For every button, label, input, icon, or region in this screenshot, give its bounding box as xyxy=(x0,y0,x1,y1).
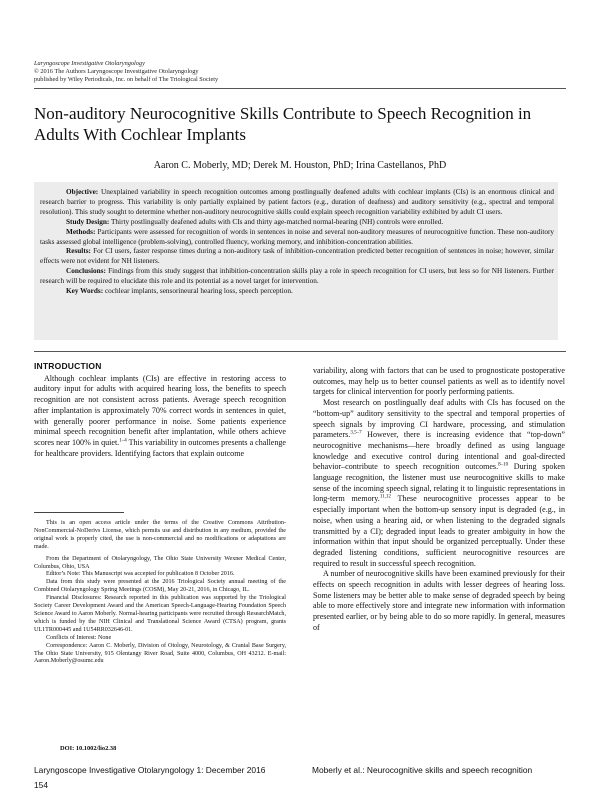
footnotes xyxy=(34,520,286,666)
intro-p1-text-cont: This variability in outcomes presents a challenge for healthcare providers. Identifying factors that explain outcome xyxy=(34,437,286,458)
abstract-conclusions xyxy=(40,267,554,287)
abstract-objective xyxy=(40,188,554,218)
citation: 1–4 xyxy=(119,438,127,444)
abstract-keywords xyxy=(40,287,554,297)
left-column xyxy=(34,361,286,459)
header-rule xyxy=(34,88,566,89)
intro-paragraph-3: A number of neurocognitive skills have been examined previously for their effects on speech recognition in adults with lesser degrees of hearing loss. Some listeners may be better able to make sense of degraded speech by being able to more effectively store and integrate new information with information presented earlier, or by being able to do so more rapidly. In general, measures of xyxy=(313,569,565,632)
design-label: Study Design: xyxy=(66,217,110,226)
abstract-rule xyxy=(34,351,566,352)
abstract-results xyxy=(40,247,554,267)
intro-p2-text: However, there is increasing evidence that “top-down” neurocognitive mechanisms—here broadly defined as using language knowledge and executive control during intentional and goal-directed behavior–contribute to speech recognition outcomes. xyxy=(313,430,565,472)
footnote-correspondence: Correspondence: Aaron C. Moberly, Division of Otology, Neurotology, & Cranial Base Surgery, The Ohio State University, 915 Olentangy River Road, Suite 4000, Columbus, OH 43212. E-mail: Aaron.Moberly@osumc.edu xyxy=(34,642,286,665)
citation: 3,5–7 xyxy=(350,430,362,436)
publisher-line: published by Wiley Periodicals, Inc. on behalf of The Triological Society xyxy=(34,76,219,83)
keywords-label: Key Words: xyxy=(66,287,104,296)
page-number: 154 xyxy=(34,780,48,790)
keywords-text: cochlear implants, sensorineural hearing loss, speech perception. xyxy=(104,287,293,296)
footnote-affiliation: From the Department of Otolaryngology, The Ohio State University Wexner Medical Center, Columbus, Ohio, USA xyxy=(34,555,286,570)
footnote-separator xyxy=(34,512,124,513)
design-text: Thirty postlingually deafened adults with CIs and thirty age-matched normal-hearing (NH) controls were enrolled. xyxy=(111,217,444,226)
footnote-financial: Financial Disclosures: Research reported in this publication was supported by the Triological Society Career Development Award and the American Speech-Language-Hearing Foundation Speech Science Award to Aaron Moberly. Normal-hearing participants were recruited through ResearchMatch, which is funded by the NIH Clinical and Translational Science Award (CTSA) program, grants UL1TR000445 and 1U54RR032646-01. xyxy=(34,595,286,633)
results-text: For CI users, faster response times during a non-auditory task of inhibition-concentration predicted better recognition of sentences in noise; however, similar effects were not evident for NH listeners. xyxy=(40,247,554,266)
intro-paragraph-1 xyxy=(34,374,286,460)
doi: DOI: 10.1002/lio2.38 xyxy=(60,745,117,752)
citation: 8–10 xyxy=(498,462,509,468)
footnote-conflicts: Conflicts of Interest: None xyxy=(46,634,112,641)
right-column xyxy=(313,366,565,634)
intro-p2-text: During spoken language recognition, the listener must use neurocognitive skills to make sense of the incoming speech signal, relating it to linguistic representations in long-term memory. xyxy=(313,462,566,504)
copyright-line: © 2016 The Authors Laryngoscope Investigative Otolaryngology xyxy=(34,68,199,75)
abstract-design xyxy=(40,218,554,228)
conclusions-label: Conclusions: xyxy=(66,267,106,276)
intro-p1-text: Although cochlear implants (CIs) are effective in restoring access to auditory input for adults with acquired hearing loss, the benefits to speech recognition are not consistent across patients. Average speech recognition after implantation is approximately 70% correct words in sentences in quiet, with generally poorer performance in noise. Some patients experience minimal speech recognition benefit after implantation, while others achieve scores near 100% in quiet. xyxy=(34,373,286,447)
methods-text: Participants were assessed for recognition of words in sentences in noise and several non-auditory measures of neurocognitive function. These non-auditory tasks assessed global intelligence (problem-solving), controlled fluency, working memory, and inhibition-concentration abilities. xyxy=(40,227,554,246)
intro-p2-text: These neurocognitive processes appear to be especially important when the bottom-up sensory input is degraded (e.g., in noise, when using a hearing aid, or when listening to the degraded signals transmitted by a CI); degraded input leads to greater ambiguity in how the information within that input should be organized perceptually. Under these degraded listening conditions, sufficient neurocognitive resources are required to result in successful speech recognition. xyxy=(313,494,565,568)
abstract-box xyxy=(34,182,558,340)
journal-header xyxy=(34,60,218,84)
article-title: Non-auditory Neurocognitive Skills Contribute to Speech Recognition in Adults With Cochlear Implants xyxy=(34,104,532,144)
footnote-presented: Data from this study were presented at the 2016 Triological Society annual meeting of the Combined Otolaryngology Spring Meetings (COSM), May 20-21, 2016, in Chicago, IL. xyxy=(34,579,286,594)
intro-p2-text: Most research on postlingually deaf adults with CIs has focused on the “bottom-up” auditory sensitivity to the spectral and temporal properties of speech signals by improving CI hardware, processing, and stimulation parameters. xyxy=(313,398,565,440)
footnote-editor: Editor’s Note: This Manuscript was accepted for publication 8 October 2016. xyxy=(46,571,235,578)
results-label: Results: xyxy=(66,247,91,256)
footer-journal: Laryngoscope Investigative Otolaryngology 1: December 2016 xyxy=(34,765,266,775)
footnote-license: This is an open access article under the terms of the Creative Commons Attribution-NonCommercial-NoDerivs License, which permits use and distribution in any medium, provided the original work is properly cited, the use is non-commercial and no modifications or adaptations are made. xyxy=(34,520,286,550)
section-heading-introduction: INTRODUCTION xyxy=(34,361,102,371)
abstract-methods xyxy=(40,228,554,248)
journal-name: Laryngoscope Investigative Otolaryngology xyxy=(34,60,145,67)
methods-label: Methods: xyxy=(66,227,96,236)
author-list: Aaron C. Moberly, MD; Derek M. Houston, PhD; Irina Castellanos, PhD xyxy=(153,160,447,171)
intro-paragraph-1-cont: variability, along with factors that can be used to prognosticate postoperative outcomes, may help us to better counsel patients as well as to identify novel targets for clinical intervention for poorly performing patients. xyxy=(313,366,565,397)
citation: 11,12 xyxy=(379,494,391,500)
footer-running-title: Moberly et al.: Neurocognitive skills and speech recognition xyxy=(312,765,533,775)
conclusions-text: Findings from this study suggest that inhibition-concentration skills play a role in speech recognition for CI users, but less so for NH listeners. Further research will be required to elucidate this role and its potential as a novel target for intervention. xyxy=(40,267,554,286)
objective-label: Objective: xyxy=(66,188,99,196)
objective-text: Unexplained variability in speech recognition outcomes among postlingually deafened adults with cochlear implants (CIs) is an enormous clinical and research barrier to progress. This variability is only partially explained by patient factors (e.g., duration of deafness) and auditory sensitivity (e.g., spectral and temporal resolution). This study sought to determine whether non-auditory neurocognitive skills could explain speech recognition variability exhibited by adult CI users. xyxy=(40,188,555,216)
intro-paragraph-2 xyxy=(313,398,565,569)
